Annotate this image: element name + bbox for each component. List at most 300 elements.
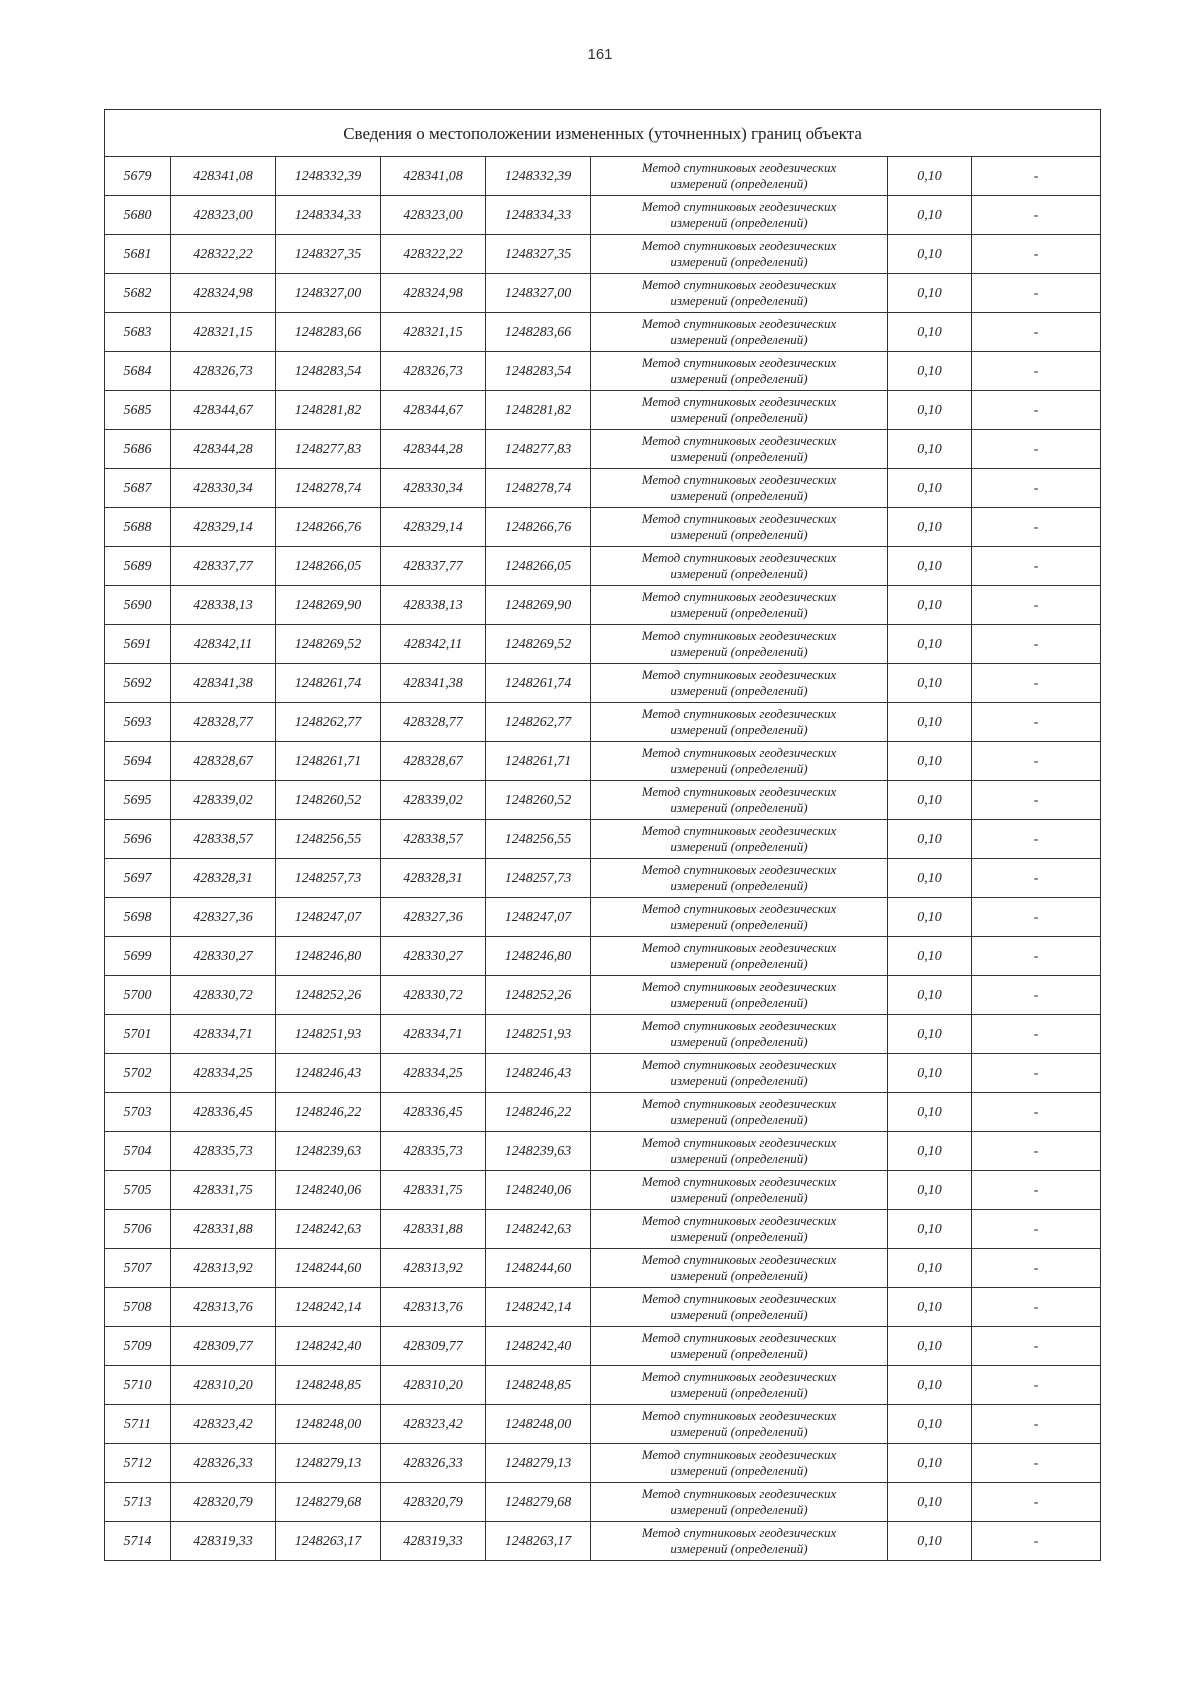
refined-y-cell: 1248242,14 bbox=[486, 1288, 591, 1327]
accuracy-cell: 0,10 bbox=[888, 781, 972, 820]
table-row bbox=[105, 1366, 1101, 1405]
refined-x-cell: 428313,92 bbox=[381, 1249, 486, 1288]
note-cell: - bbox=[972, 1054, 1101, 1093]
accuracy-cell: 0,10 bbox=[888, 274, 972, 313]
refined-x-cell: 428328,67 bbox=[381, 742, 486, 781]
point-number-cell: 5711 bbox=[105, 1405, 171, 1444]
note-cell: - bbox=[972, 352, 1101, 391]
refined-x-cell: 428334,25 bbox=[381, 1054, 486, 1093]
method-cell bbox=[591, 430, 888, 469]
refined-y-cell: 1248283,54 bbox=[486, 352, 591, 391]
method-cell bbox=[591, 820, 888, 859]
accuracy-cell: 0,10 bbox=[888, 1210, 972, 1249]
refined-y-cell: 1248252,26 bbox=[486, 976, 591, 1015]
point-number-cell: 5689 bbox=[105, 547, 171, 586]
refined-y-cell: 1248266,05 bbox=[486, 547, 591, 586]
refined-x-cell: 428321,15 bbox=[381, 313, 486, 352]
accuracy-cell: 0,10 bbox=[888, 1444, 972, 1483]
point-number-cell: 5708 bbox=[105, 1288, 171, 1327]
note-cell: - bbox=[972, 313, 1101, 352]
method-line-1: Метод спутниковых геодезических bbox=[641, 1408, 837, 1423]
note-cell: - bbox=[972, 1093, 1101, 1132]
accuracy-cell: 0,10 bbox=[888, 1015, 972, 1054]
refined-x-cell: 428310,20 bbox=[381, 1366, 486, 1405]
method-cell bbox=[591, 625, 888, 664]
accuracy-cell: 0,10 bbox=[888, 508, 972, 547]
point-number-cell: 5690 bbox=[105, 586, 171, 625]
accuracy-cell: 0,10 bbox=[888, 1054, 972, 1093]
method-line-1: Метод спутниковых геодезических bbox=[641, 1252, 837, 1267]
existing-y-cell: 1248261,74 bbox=[276, 664, 381, 703]
refined-y-cell: 1248279,13 bbox=[486, 1444, 591, 1483]
accuracy-cell: 0,10 bbox=[888, 352, 972, 391]
existing-y-cell: 1248240,06 bbox=[276, 1171, 381, 1210]
refined-y-cell: 1248256,55 bbox=[486, 820, 591, 859]
existing-y-cell: 1248257,73 bbox=[276, 859, 381, 898]
existing-x-cell: 428336,45 bbox=[171, 1093, 276, 1132]
method-line-2: измерений (определений) bbox=[670, 1307, 808, 1322]
table-row bbox=[105, 781, 1101, 820]
existing-x-cell: 428341,08 bbox=[171, 157, 276, 196]
method-line-1: Метод спутниковых геодезических bbox=[641, 1135, 837, 1150]
accuracy-cell: 0,10 bbox=[888, 1522, 972, 1561]
note-cell: - bbox=[972, 196, 1101, 235]
page-number: 161 bbox=[587, 46, 613, 63]
point-number-cell: 5709 bbox=[105, 1327, 171, 1366]
existing-x-cell: 428337,77 bbox=[171, 547, 276, 586]
accuracy-cell: 0,10 bbox=[888, 469, 972, 508]
refined-y-cell: 1248279,68 bbox=[486, 1483, 591, 1522]
accuracy-cell: 0,10 bbox=[888, 1132, 972, 1171]
method-line-1: Метод спутниковых геодезических bbox=[641, 199, 837, 214]
method-line-1: Метод спутниковых геодезических bbox=[641, 784, 837, 799]
note-cell: - bbox=[972, 1249, 1101, 1288]
refined-x-cell: 428326,73 bbox=[381, 352, 486, 391]
method-line-1: Метод спутниковых геодезических bbox=[641, 238, 837, 253]
existing-x-cell: 428330,27 bbox=[171, 937, 276, 976]
method-line-1: Метод спутниковых геодезических bbox=[641, 1525, 837, 1540]
point-number-cell: 5701 bbox=[105, 1015, 171, 1054]
existing-y-cell: 1248246,22 bbox=[276, 1093, 381, 1132]
existing-x-cell: 428335,73 bbox=[171, 1132, 276, 1171]
table-row bbox=[105, 742, 1101, 781]
existing-y-cell: 1248279,68 bbox=[276, 1483, 381, 1522]
existing-x-cell: 428334,25 bbox=[171, 1054, 276, 1093]
note-cell: - bbox=[972, 430, 1101, 469]
method-cell bbox=[591, 1015, 888, 1054]
existing-y-cell: 1248283,54 bbox=[276, 352, 381, 391]
existing-y-cell: 1248248,85 bbox=[276, 1366, 381, 1405]
method-cell bbox=[591, 1132, 888, 1171]
note-cell: - bbox=[972, 859, 1101, 898]
existing-y-cell: 1248266,76 bbox=[276, 508, 381, 547]
refined-y-cell: 1248244,60 bbox=[486, 1249, 591, 1288]
method-cell bbox=[591, 508, 888, 547]
note-cell: - bbox=[972, 898, 1101, 937]
point-number-cell: 5706 bbox=[105, 1210, 171, 1249]
method-line-2: измерений (определений) bbox=[670, 1385, 808, 1400]
table-row bbox=[105, 859, 1101, 898]
refined-y-cell: 1248247,07 bbox=[486, 898, 591, 937]
refined-y-cell: 1248277,83 bbox=[486, 430, 591, 469]
point-number-cell: 5679 bbox=[105, 157, 171, 196]
method-line-1: Метод спутниковых геодезических bbox=[641, 706, 837, 721]
method-cell bbox=[591, 1444, 888, 1483]
refined-y-cell: 1248327,00 bbox=[486, 274, 591, 313]
existing-y-cell: 1248247,07 bbox=[276, 898, 381, 937]
refined-x-cell: 428309,77 bbox=[381, 1327, 486, 1366]
refined-y-cell: 1248242,40 bbox=[486, 1327, 591, 1366]
method-line-1: Метод спутниковых геодезических bbox=[641, 394, 837, 409]
refined-x-cell: 428342,11 bbox=[381, 625, 486, 664]
refined-x-cell: 428313,76 bbox=[381, 1288, 486, 1327]
existing-x-cell: 428319,33 bbox=[171, 1522, 276, 1561]
existing-y-cell: 1248279,13 bbox=[276, 1444, 381, 1483]
accuracy-cell: 0,10 bbox=[888, 625, 972, 664]
method-line-1: Метод спутниковых геодезических bbox=[641, 1330, 837, 1345]
table-row bbox=[105, 352, 1101, 391]
method-cell bbox=[591, 157, 888, 196]
note-cell: - bbox=[972, 1171, 1101, 1210]
refined-y-cell: 1248332,39 bbox=[486, 157, 591, 196]
refined-x-cell: 428344,28 bbox=[381, 430, 486, 469]
refined-y-cell: 1248248,00 bbox=[486, 1405, 591, 1444]
table-row bbox=[105, 469, 1101, 508]
method-cell bbox=[591, 469, 888, 508]
method-line-1: Метод спутниковых геодезических bbox=[641, 1447, 837, 1462]
refined-x-cell: 428334,71 bbox=[381, 1015, 486, 1054]
refined-x-cell: 428328,77 bbox=[381, 703, 486, 742]
existing-x-cell: 428344,67 bbox=[171, 391, 276, 430]
method-line-2: измерений (определений) bbox=[670, 1268, 808, 1283]
point-number-cell: 5688 bbox=[105, 508, 171, 547]
method-line-1: Метод спутниковых геодезических bbox=[641, 472, 837, 487]
method-line-2: измерений (определений) bbox=[670, 254, 808, 269]
existing-x-cell: 428334,71 bbox=[171, 1015, 276, 1054]
method-cell bbox=[591, 937, 888, 976]
note-cell: - bbox=[972, 586, 1101, 625]
accuracy-cell: 0,10 bbox=[888, 196, 972, 235]
refined-x-cell: 428331,75 bbox=[381, 1171, 486, 1210]
table-title: Сведения о местоположении измененных (уточненных) границ объекта bbox=[105, 110, 1101, 157]
note-cell: - bbox=[972, 625, 1101, 664]
method-cell bbox=[591, 1171, 888, 1210]
method-cell bbox=[591, 742, 888, 781]
method-line-2: измерений (определений) bbox=[670, 605, 808, 620]
method-cell bbox=[591, 586, 888, 625]
refined-y-cell: 1248269,52 bbox=[486, 625, 591, 664]
method-cell bbox=[591, 664, 888, 703]
existing-y-cell: 1248252,26 bbox=[276, 976, 381, 1015]
existing-x-cell: 428309,77 bbox=[171, 1327, 276, 1366]
table-row bbox=[105, 820, 1101, 859]
method-line-2: измерений (определений) bbox=[670, 488, 808, 503]
refined-x-cell: 428323,00 bbox=[381, 196, 486, 235]
refined-y-cell: 1248269,90 bbox=[486, 586, 591, 625]
existing-y-cell: 1248262,77 bbox=[276, 703, 381, 742]
method-cell bbox=[591, 781, 888, 820]
existing-y-cell: 1248242,40 bbox=[276, 1327, 381, 1366]
point-number-cell: 5713 bbox=[105, 1483, 171, 1522]
existing-x-cell: 428338,57 bbox=[171, 820, 276, 859]
note-cell: - bbox=[972, 235, 1101, 274]
method-line-2: измерений (определений) bbox=[670, 1151, 808, 1166]
table-row bbox=[105, 664, 1101, 703]
method-cell bbox=[591, 976, 888, 1015]
refined-x-cell: 428344,67 bbox=[381, 391, 486, 430]
table-row bbox=[105, 1093, 1101, 1132]
accuracy-cell: 0,10 bbox=[888, 820, 972, 859]
existing-x-cell: 428331,88 bbox=[171, 1210, 276, 1249]
method-line-1: Метод спутниковых геодезических bbox=[641, 1213, 837, 1228]
point-number-cell: 5687 bbox=[105, 469, 171, 508]
point-number-cell: 5694 bbox=[105, 742, 171, 781]
refined-y-cell: 1248266,76 bbox=[486, 508, 591, 547]
point-number-cell: 5712 bbox=[105, 1444, 171, 1483]
table-title-row bbox=[105, 110, 1101, 157]
method-line-2: измерений (определений) bbox=[670, 566, 808, 581]
point-number-cell: 5684 bbox=[105, 352, 171, 391]
method-line-2: измерений (определений) bbox=[670, 215, 808, 230]
table-row bbox=[105, 391, 1101, 430]
note-cell: - bbox=[972, 508, 1101, 547]
method-line-2: измерений (определений) bbox=[670, 995, 808, 1010]
note-cell: - bbox=[972, 820, 1101, 859]
existing-x-cell: 428328,31 bbox=[171, 859, 276, 898]
method-line-1: Метод спутниковых геодезических bbox=[641, 433, 837, 448]
accuracy-cell: 0,10 bbox=[888, 1483, 972, 1522]
method-cell bbox=[591, 1405, 888, 1444]
point-number-cell: 5681 bbox=[105, 235, 171, 274]
method-line-2: измерений (определений) bbox=[670, 176, 808, 191]
method-line-2: измерений (определений) bbox=[670, 1034, 808, 1049]
point-number-cell: 5703 bbox=[105, 1093, 171, 1132]
note-cell: - bbox=[972, 157, 1101, 196]
method-line-2: измерений (определений) bbox=[670, 839, 808, 854]
accuracy-cell: 0,10 bbox=[888, 976, 972, 1015]
method-line-2: измерений (определений) bbox=[670, 410, 808, 425]
note-cell: - bbox=[972, 742, 1101, 781]
refined-x-cell: 428322,22 bbox=[381, 235, 486, 274]
refined-y-cell: 1248240,06 bbox=[486, 1171, 591, 1210]
table-row bbox=[105, 1171, 1101, 1210]
method-line-2: измерений (определений) bbox=[670, 1463, 808, 1478]
table-row bbox=[105, 625, 1101, 664]
existing-y-cell: 1248277,83 bbox=[276, 430, 381, 469]
table-body bbox=[105, 157, 1101, 1561]
refined-y-cell: 1248239,63 bbox=[486, 1132, 591, 1171]
existing-x-cell: 428320,79 bbox=[171, 1483, 276, 1522]
method-line-2: измерений (определений) bbox=[670, 1112, 808, 1127]
method-cell bbox=[591, 1327, 888, 1366]
refined-x-cell: 428324,98 bbox=[381, 274, 486, 313]
existing-x-cell: 428328,77 bbox=[171, 703, 276, 742]
note-cell: - bbox=[972, 547, 1101, 586]
note-cell: - bbox=[972, 1405, 1101, 1444]
refined-x-cell: 428319,33 bbox=[381, 1522, 486, 1561]
refined-x-cell: 428330,34 bbox=[381, 469, 486, 508]
method-line-2: измерений (определений) bbox=[670, 527, 808, 542]
note-cell: - bbox=[972, 1366, 1101, 1405]
existing-x-cell: 428322,22 bbox=[171, 235, 276, 274]
method-line-2: измерений (определений) bbox=[670, 722, 808, 737]
table-row bbox=[105, 1132, 1101, 1171]
point-number-cell: 5697 bbox=[105, 859, 171, 898]
table-row bbox=[105, 274, 1101, 313]
method-line-2: измерений (определений) bbox=[670, 878, 808, 893]
method-line-1: Метод спутниковых геодезических bbox=[641, 277, 837, 292]
method-cell bbox=[591, 196, 888, 235]
method-line-1: Метод спутниковых геодезических bbox=[641, 1096, 837, 1111]
existing-x-cell: 428329,14 bbox=[171, 508, 276, 547]
accuracy-cell: 0,10 bbox=[888, 664, 972, 703]
method-line-2: измерений (определений) bbox=[670, 371, 808, 386]
existing-x-cell: 428330,34 bbox=[171, 469, 276, 508]
table-row bbox=[105, 1444, 1101, 1483]
refined-y-cell: 1248281,82 bbox=[486, 391, 591, 430]
note-cell: - bbox=[972, 1483, 1101, 1522]
method-cell bbox=[591, 703, 888, 742]
point-number-cell: 5686 bbox=[105, 430, 171, 469]
point-number-cell: 5702 bbox=[105, 1054, 171, 1093]
existing-y-cell: 1248248,00 bbox=[276, 1405, 381, 1444]
method-line-1: Метод спутниковых геодезических bbox=[641, 355, 837, 370]
existing-y-cell: 1248242,14 bbox=[276, 1288, 381, 1327]
method-line-1: Метод спутниковых геодезических bbox=[641, 1486, 837, 1501]
method-line-2: измерений (определений) bbox=[670, 800, 808, 815]
table-row bbox=[105, 508, 1101, 547]
note-cell: - bbox=[972, 937, 1101, 976]
refined-x-cell: 428323,42 bbox=[381, 1405, 486, 1444]
refined-y-cell: 1248334,33 bbox=[486, 196, 591, 235]
table-row bbox=[105, 1483, 1101, 1522]
note-cell: - bbox=[972, 391, 1101, 430]
method-line-1: Метод спутниковых геодезических bbox=[641, 1369, 837, 1384]
table-row bbox=[105, 898, 1101, 937]
table-row bbox=[105, 196, 1101, 235]
existing-y-cell: 1248263,17 bbox=[276, 1522, 381, 1561]
method-line-2: измерений (определений) bbox=[670, 644, 808, 659]
refined-y-cell: 1248251,93 bbox=[486, 1015, 591, 1054]
accuracy-cell: 0,10 bbox=[888, 859, 972, 898]
note-cell: - bbox=[972, 1132, 1101, 1171]
existing-x-cell: 428323,42 bbox=[171, 1405, 276, 1444]
method-line-2: измерений (определений) bbox=[670, 1073, 808, 1088]
refined-x-cell: 428339,02 bbox=[381, 781, 486, 820]
method-cell bbox=[591, 898, 888, 937]
refined-y-cell: 1248248,85 bbox=[486, 1366, 591, 1405]
existing-x-cell: 428313,92 bbox=[171, 1249, 276, 1288]
refined-x-cell: 428330,27 bbox=[381, 937, 486, 976]
note-cell: - bbox=[972, 1210, 1101, 1249]
refined-y-cell: 1248260,52 bbox=[486, 781, 591, 820]
note-cell: - bbox=[972, 469, 1101, 508]
method-cell bbox=[591, 352, 888, 391]
existing-y-cell: 1248327,00 bbox=[276, 274, 381, 313]
table-row bbox=[105, 937, 1101, 976]
accuracy-cell: 0,10 bbox=[888, 1093, 972, 1132]
accuracy-cell: 0,10 bbox=[888, 547, 972, 586]
refined-x-cell: 428337,77 bbox=[381, 547, 486, 586]
table-row bbox=[105, 976, 1101, 1015]
accuracy-cell: 0,10 bbox=[888, 157, 972, 196]
table-row bbox=[105, 1054, 1101, 1093]
point-number-cell: 5710 bbox=[105, 1366, 171, 1405]
point-number-cell: 5695 bbox=[105, 781, 171, 820]
refined-x-cell: 428338,13 bbox=[381, 586, 486, 625]
point-number-cell: 5705 bbox=[105, 1171, 171, 1210]
existing-x-cell: 428326,73 bbox=[171, 352, 276, 391]
point-number-cell: 5692 bbox=[105, 664, 171, 703]
method-line-1: Метод спутниковых геодезических bbox=[641, 940, 837, 955]
note-cell: - bbox=[972, 1288, 1101, 1327]
existing-y-cell: 1248246,43 bbox=[276, 1054, 381, 1093]
existing-x-cell: 428328,67 bbox=[171, 742, 276, 781]
table-row bbox=[105, 313, 1101, 352]
existing-y-cell: 1248261,71 bbox=[276, 742, 381, 781]
existing-y-cell: 1248244,60 bbox=[276, 1249, 381, 1288]
refined-y-cell: 1248246,43 bbox=[486, 1054, 591, 1093]
method-cell bbox=[591, 1366, 888, 1405]
method-cell bbox=[591, 1522, 888, 1561]
table-row bbox=[105, 235, 1101, 274]
table-row bbox=[105, 1015, 1101, 1054]
accuracy-cell: 0,10 bbox=[888, 703, 972, 742]
method-line-1: Метод спутниковых геодезических bbox=[641, 979, 837, 994]
note-cell: - bbox=[972, 274, 1101, 313]
accuracy-cell: 0,10 bbox=[888, 235, 972, 274]
accuracy-cell: 0,10 bbox=[888, 1327, 972, 1366]
refined-x-cell: 428329,14 bbox=[381, 508, 486, 547]
existing-y-cell: 1248332,39 bbox=[276, 157, 381, 196]
method-line-1: Метод спутниковых геодезических bbox=[641, 589, 837, 604]
refined-y-cell: 1248278,74 bbox=[486, 469, 591, 508]
refined-x-cell: 428336,45 bbox=[381, 1093, 486, 1132]
method-cell bbox=[591, 1288, 888, 1327]
existing-x-cell: 428324,98 bbox=[171, 274, 276, 313]
point-number-cell: 5685 bbox=[105, 391, 171, 430]
note-cell: - bbox=[972, 1327, 1101, 1366]
table-row bbox=[105, 547, 1101, 586]
method-cell bbox=[591, 274, 888, 313]
existing-y-cell: 1248269,52 bbox=[276, 625, 381, 664]
method-line-2: измерений (определений) bbox=[670, 1541, 808, 1556]
boundary-coordinates-table bbox=[104, 109, 1101, 1561]
existing-x-cell: 428321,15 bbox=[171, 313, 276, 352]
method-cell bbox=[591, 1483, 888, 1522]
existing-y-cell: 1248256,55 bbox=[276, 820, 381, 859]
method-line-2: измерений (определений) bbox=[670, 1229, 808, 1244]
refined-y-cell: 1248261,74 bbox=[486, 664, 591, 703]
method-line-1: Метод спутниковых геодезических bbox=[641, 511, 837, 526]
note-cell: - bbox=[972, 703, 1101, 742]
existing-y-cell: 1248269,90 bbox=[276, 586, 381, 625]
method-cell bbox=[591, 391, 888, 430]
table-row bbox=[105, 1288, 1101, 1327]
accuracy-cell: 0,10 bbox=[888, 391, 972, 430]
method-line-1: Метод спутниковых геодезических bbox=[641, 1291, 837, 1306]
refined-y-cell: 1248246,22 bbox=[486, 1093, 591, 1132]
existing-y-cell: 1248260,52 bbox=[276, 781, 381, 820]
point-number-cell: 5683 bbox=[105, 313, 171, 352]
refined-x-cell: 428320,79 bbox=[381, 1483, 486, 1522]
existing-x-cell: 428313,76 bbox=[171, 1288, 276, 1327]
method-line-2: измерений (определений) bbox=[670, 683, 808, 698]
existing-y-cell: 1248281,82 bbox=[276, 391, 381, 430]
refined-x-cell: 428326,33 bbox=[381, 1444, 486, 1483]
accuracy-cell: 0,10 bbox=[888, 586, 972, 625]
method-line-2: измерений (определений) bbox=[670, 956, 808, 971]
